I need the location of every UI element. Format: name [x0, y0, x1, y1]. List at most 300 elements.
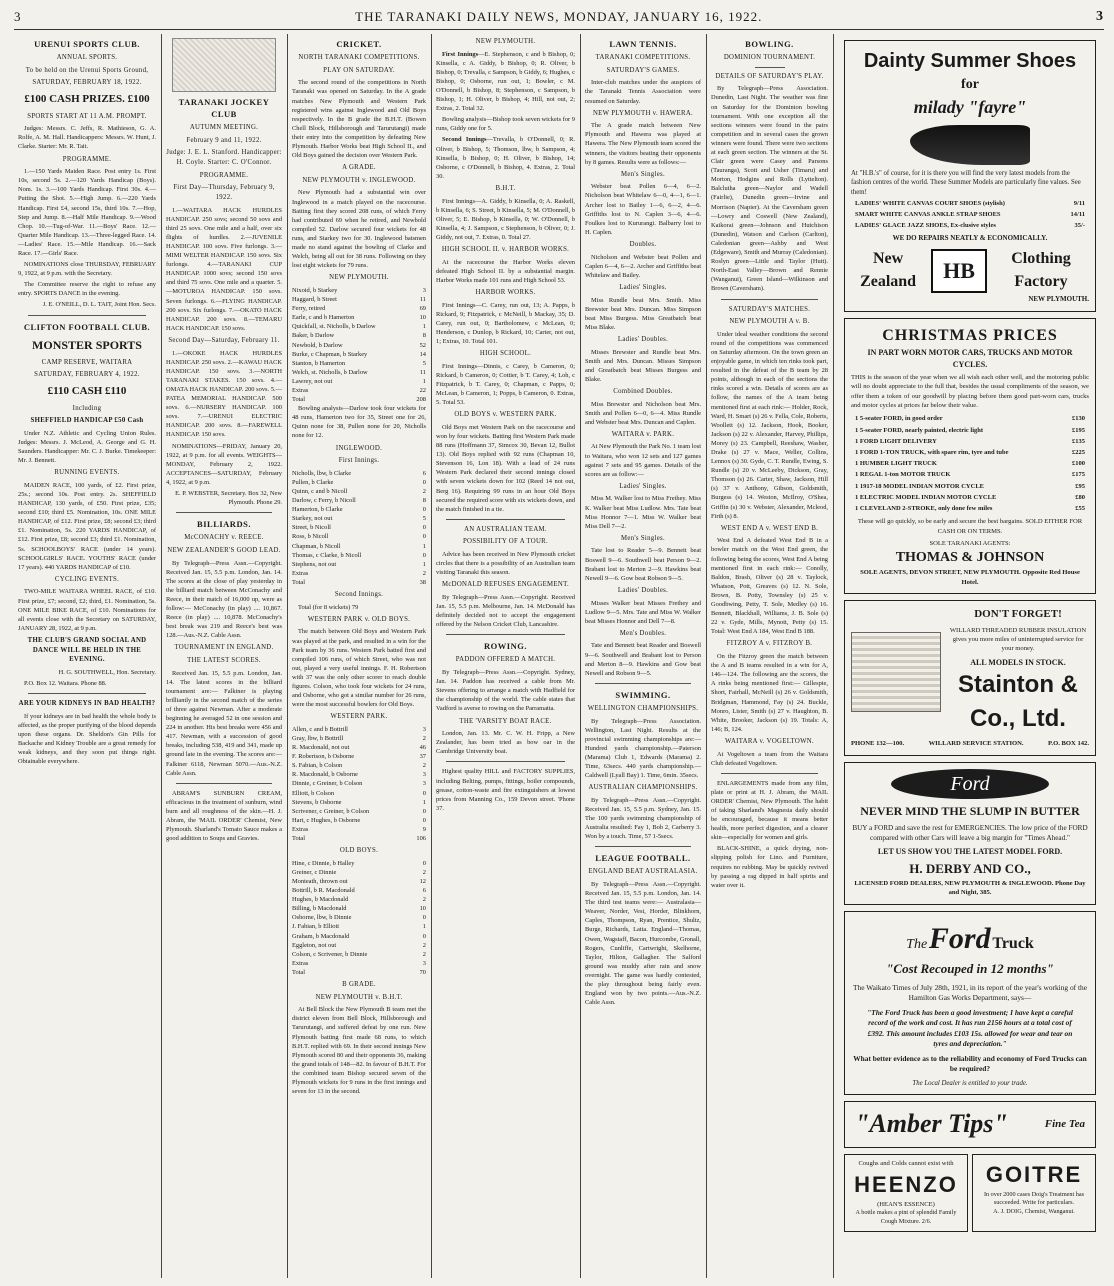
willard-models: ALL MODELS IN STOCK.	[970, 657, 1066, 667]
score-row-value: 2	[422, 941, 426, 949]
column-1	[14, 34, 160, 1278]
monster-date: SATURDAY, FEBRUARY 4, 1922.	[34, 371, 140, 379]
goitre-text: In over 2000 cases Doig's Treatment has succeeded. Write for particulars.	[983, 1190, 1085, 1207]
score-row	[292, 295, 426, 304]
hb-logo: HB	[931, 249, 987, 292]
score-row-value: 0	[422, 789, 426, 797]
vehicle-price-row-label: 1 5-seater FORD, nearly painted, electric light	[855, 426, 984, 434]
score-row	[292, 789, 426, 798]
willard-title: DON'T FORGET!	[974, 608, 1062, 621]
event-results: Miss Brewster and Nicholson beat Mrs. Smith and Pollen 6—0, 6—4. Miss Rundle and Webster beat Mrs. Duncan and Caplen.	[585, 400, 701, 426]
latest-scores-heading: THE LATEST SCORES.	[187, 656, 261, 664]
event-heading: Ladies' Singles.	[619, 482, 667, 490]
shoe-price-list	[851, 198, 1089, 232]
score-row	[292, 798, 426, 807]
score-row-value: 38	[419, 578, 426, 586]
urenui-judges: Judges: Messrs. C. Jeffs, R. Mathieson, G. A. Rolfe, A. M. Hall. Handicappers: Messrs. W. Hunt, J. Clarke. Starter: Mr. R. Tait.	[18, 125, 156, 151]
score-row	[292, 551, 426, 560]
score-row-label: Elliott, b Colson	[292, 789, 335, 797]
score-row-value: 2	[422, 896, 426, 904]
score-row	[292, 386, 426, 395]
score-row	[292, 868, 426, 877]
score-row-label: Hart, c Hughes, b Osborne	[292, 816, 361, 824]
tennis-intro: Inter-club matches under the auspices of the Taranaki Tennis Association were resumed on Saturday.	[585, 79, 701, 105]
score-row	[292, 725, 426, 734]
paddon-text: By Telegraph—Press Assn.—Copyright. Sydney, Jan. 14. Paddon has received a cable from Mr. Stevens offering to arrange a match with Hadfield for the championship of the world. The cable states that Vadford is averse to rowing on the Parramatta.	[436, 669, 575, 713]
score-row-label: F. Robertson, b Osborne	[292, 753, 355, 761]
shoe-price-row	[851, 220, 1089, 231]
score-row	[292, 743, 426, 752]
event-results: Miss M. Walker lost to Miss Frethey. Miss K. Walker beat Miss Ludlow. Mrs. Tate beat Miss Honnor 7—1. Miss W. Walker beat Miss Dell 7—2.	[585, 495, 701, 530]
score-row-label: Total	[292, 968, 306, 976]
vehicle-price-row	[851, 492, 1089, 503]
b-grade-heading: B GRADE.	[342, 980, 376, 988]
willard-row	[851, 607, 1089, 736]
score-row-value: 2	[422, 488, 426, 496]
score-row	[292, 514, 426, 523]
score-row-label: Total	[292, 578, 306, 586]
match-heading: OLD BOYS v. WESTERN PARK.	[454, 411, 557, 419]
score-row-label: Street, b Nicoll	[292, 524, 331, 532]
innings-heading: Second Innings.	[334, 591, 384, 599]
swimming-heading: SWIMMING.	[615, 689, 671, 700]
scorecard	[292, 725, 426, 843]
score-row-label: Baker, b Darlow	[292, 332, 335, 340]
billiards-subheading-2: NEW ZEALANDER'S GOOD LEAD.	[167, 546, 281, 554]
score-row-value: 6	[422, 469, 426, 477]
event-heading: Ladies' Doubles.	[617, 335, 669, 343]
score-row-value: 5	[422, 359, 426, 367]
score-row-value: 106	[416, 835, 426, 843]
divider	[721, 299, 818, 300]
score-row	[292, 886, 426, 895]
score-row	[292, 752, 426, 761]
tennis-subheading: TARANAKI COMPETITIONS.	[595, 54, 691, 62]
supplies-ad: Highest quality HILL and FACTORY SUPPLIES, including Belting, pumps, fittings, boiler compounds, grease, cotton-waste and fire extinguishers at lowest prices from Manning Co., 159 Devon street. 'Phone 37.	[436, 768, 575, 812]
score-row-label: Darlow, c Ferry, b Nicoll	[292, 497, 356, 505]
kidneys-text: If your kidneys are in bad health the whole body is affected, as the proper purifying of the blood depends upon these organs. Dr. Sheldon's Gin Pills for Backache and Kidney Trouble are a great remedy for weak kidneys, and they soon put things right. Obtainable everywhere.	[18, 712, 156, 766]
event-heading: Combined Doubles.	[613, 387, 673, 395]
repairs-notice: WE DO REPAIRS NEATLY & ECONOMICALLY.	[892, 234, 1048, 243]
scorecard	[292, 286, 426, 404]
mcdonald-heading: McDONALD REFUSES ENGAGEMENT.	[441, 581, 570, 589]
match-report: West End A defeated West End B in a bowler match on the West End green, the following being the scores, West End A being mentioned first in each rink:— Conolly, Baldon, Brash, Oliver (s) 28 v. Taylock, Whatson, Pott, Greaves (s) 12. N. Sole, Brown, B. Potty, Townsley (s) 25 v. Goodbwing, Petty, T. Sole, Medley (s) 16. Bennett, Blackhall, Williams, J. B. Sole (s) 22 v. Gyde, Mills, Mynott, Petty (s) 15. Total: West End A 184, West End B 188.	[711, 537, 828, 636]
score-row	[292, 877, 426, 886]
christmas-prices-advertisement	[844, 318, 1096, 595]
cricket-heading: CRICKET.	[336, 39, 382, 49]
vehicle-price-row-value: £195	[1072, 426, 1085, 434]
vehicle-price-row-value: £130	[1072, 415, 1085, 423]
tennis-heading: LAWN TENNIS.	[609, 39, 677, 49]
score-row	[292, 341, 426, 350]
vehicle-price-row-label: 1 1917-18 MODEL INDIAN MOTOR CYCLE	[855, 482, 984, 490]
derby-name: H. DERBY AND CO.,	[909, 861, 1031, 877]
divider	[446, 634, 565, 635]
divider	[721, 773, 818, 774]
shoes-ad-for: for	[961, 77, 979, 93]
shoe-price-row-label: LADIES' GLACE JAZZ SHOES, Ex-clusive styles	[855, 222, 996, 230]
score-row	[292, 359, 426, 368]
urenui-heading: URENUI SPORTS CLUB.	[34, 39, 140, 49]
paddon-heading: PADDON OFFERED A MATCH.	[455, 656, 556, 664]
amber-tips-side: Fine Tea	[1044, 1118, 1085, 1131]
christmas-footer: These will go quickly, so be early and secure the best bargains. SOLD EITHER FOR CASH OR ON TERMS.	[857, 518, 1083, 535]
score-row-value: 69	[419, 305, 426, 313]
team-heading: HARBOR WORKS.	[475, 288, 536, 296]
score-row	[292, 560, 426, 569]
match-report: The A grade match between New Plymouth and Hawera was played at Hawera. The New Plymouth team scored the winners, the visitors beating their opponents by 8 games. Results were as follows:—	[585, 122, 701, 166]
heenzo-advertisement	[844, 1154, 968, 1232]
score-row	[292, 825, 426, 834]
amber-tips-title: "Amber Tips"	[855, 1109, 1008, 1139]
score-row-label: Nixoid, b Starkey	[292, 286, 338, 294]
vehicle-price-row-value: £135	[1072, 437, 1085, 445]
score-row-label: Greiner, c Dinnie	[292, 868, 337, 876]
score-row-label: Chapman, b Nicoll	[292, 542, 341, 550]
urenui-prize: £100 CASH PRIZES. £100	[24, 92, 150, 105]
score-row-label: J. Fabian, b Elliott	[292, 923, 340, 931]
score-row-value: 70	[419, 968, 426, 976]
score-row-value: 8	[422, 332, 426, 340]
league-football-heading: LEAGUE FOOTBALL.	[595, 853, 691, 864]
vehicle-price-row-label: 1 ELECTRIC MODEL INDIAN MOTOR CYCLE	[855, 493, 997, 501]
hb-new-plymouth: NEW PLYMOUTH.	[1028, 294, 1089, 303]
score-row-value: 2	[422, 868, 426, 876]
event-heading: Men's Singles.	[621, 534, 665, 542]
score-row-label: Starkey, not out	[292, 515, 333, 523]
vehicle-price-row-value: £55	[1075, 505, 1085, 513]
score-row-label: Ferry, retired	[292, 305, 326, 313]
team-heading: WESTERN PARK.	[330, 713, 388, 721]
event-results: Nicholson and Webster beat Pollen and Caplen 6—4, 6—2. Archer and Griffiths beat Whitelaw and Bailey.	[585, 253, 701, 279]
score-row-value: 0	[422, 551, 426, 559]
black-shine-ad: BLACK-SHINE, a quick drying, non-slipping polish for Lino. and Furniture, requires no rubbing. May be quickly revived by passing a rag dipped in half spirits and water over it.	[711, 845, 828, 889]
score-row-value: 5	[422, 515, 426, 523]
score-row	[292, 350, 426, 359]
masthead-left: 3	[14, 8, 22, 24]
score-row	[292, 770, 426, 779]
score-row-value: 1	[422, 923, 426, 931]
tennis-subheading-2: SATURDAY'S GAMES.	[606, 66, 680, 74]
score-row	[292, 834, 426, 843]
slump-show: LET US SHOW YOU THE LATEST MODEL FORD.	[877, 847, 1063, 857]
match-heading: NEW PLYMOUTH v. HAWERA.	[592, 109, 694, 117]
score-row-label: Hamerton, b Clarke	[292, 506, 343, 514]
enlargements-ad: ENLARGEMENTS made from any film, plate or print at H. J. Abram, the 'MAIL ORDER' Chemist, New Plymouth. The habit of taking Sharland's Magnesia daily should be encouraged, because it means better health, more perfect digestion, and a clearer skin—especially for women and girls.	[711, 779, 828, 842]
kidneys-heading: ARE YOUR KIDNEYS IN BAD HEALTH?	[18, 700, 156, 707]
bottom-ads	[844, 1154, 1096, 1232]
heenzo-text: Coughs and Colds cannot exist with	[858, 1160, 954, 1168]
score-row-label: Earle, c and b Hamerton	[292, 314, 355, 322]
score-row	[292, 913, 426, 922]
score-row-label: Extras	[292, 825, 309, 833]
vehicle-price-row-label: 1 FORD 1-TON TRUCK, with spare rim, tyre and tube	[855, 449, 1009, 457]
score-row-label: Total	[292, 396, 306, 404]
autumn-meeting: AUTUMN MEETING.	[189, 124, 259, 132]
clifton-heading: CLIFTON FOOTBALL CLUB.	[23, 321, 151, 332]
score-row	[292, 950, 426, 959]
score-row	[292, 322, 426, 331]
match-heading: FITZROY A v. FITZROY B.	[726, 640, 813, 648]
event-heading: Men's Doubles.	[619, 629, 667, 637]
urenui-date: SATURDAY, FEBRUARY 18, 1922.	[32, 79, 142, 87]
score-row-value: 1	[422, 560, 426, 568]
monster-prizes: £110 CASH £110	[47, 384, 127, 397]
vehicle-price-row	[851, 413, 1089, 424]
vehicle-price-row	[851, 436, 1089, 447]
score-row-value: 0	[422, 524, 426, 532]
score-row	[292, 922, 426, 931]
monster-venue: CAMP RESERVE, WAITARA	[41, 358, 133, 366]
score-row-value: 0	[422, 478, 426, 486]
score-row-value: 2	[422, 735, 426, 742]
willard-phone: PHONE 132—100.	[851, 740, 905, 748]
willard-station: WILLARD SERVICE STATION.	[928, 740, 1024, 748]
shoe-price-row-label: LADIES' WHITE CANVAS COURT SHOES (stylish)	[855, 199, 1005, 207]
billiards-text: By Telegraph—Press Assn.—Copyright. Received Jan. 15, 5.5 p.m. London, Jan. 14. The scores at the close of play yesterday in the billiard match between McConachy and Reece, in their match of 16,000 up, were as follow:— McConachy (in play) .... 10,867. Reece (in play) .... 10,878. McConachy's best break was 219 and Reece's best was 128.—Aus.-N.Z. Cable Assn.	[166, 559, 282, 640]
divider	[755, 67, 785, 68]
score-row-value: 2	[422, 569, 426, 577]
score-row-value: 0	[422, 506, 426, 514]
score-row	[292, 368, 426, 377]
goitre-name: GOITRE	[985, 1162, 1083, 1188]
heenzo-footer: A bottle makes a pint of splendid Family Cough Mixture. 2/6.	[855, 1209, 957, 1226]
battery-illustration	[851, 632, 941, 712]
urenui-dance: The Committee reserve the right to refuse any entry. SPORTS DANCE in the evening.	[18, 281, 156, 298]
shoe-price-row-value: 35/-	[1074, 222, 1085, 230]
shoes-ad-text: At "H.B.'s" of course, for it is there you will find the very latest models from the fashion centres of the world. These Summer Models are particularly fine values. See them!	[851, 169, 1081, 197]
score-row-label: Quickfall, st. Nicholls, b Darlow	[292, 323, 376, 331]
score-row-value: 8	[422, 497, 426, 505]
heenzo-name: HEENZO	[854, 1171, 958, 1197]
score-row-label: Allen, c and b Bottrill	[292, 725, 348, 733]
score-row	[292, 578, 426, 587]
urenui-subheading: ANNUAL SPORTS.	[56, 54, 118, 62]
score-row-label: Thomas, c Clarke, b Nicoll	[292, 551, 362, 559]
score-row	[292, 377, 426, 386]
score-row-value: 3	[422, 725, 426, 733]
innings-text	[436, 50, 575, 114]
score-row	[292, 941, 426, 950]
shoe-price-row-value: 14/11	[1070, 210, 1085, 218]
ford-truck-quote: "The Ford Truck has been a good investment; I have kept a careful record of the work and cost. It has run 2156 hours at a total cost of £392. This amount includes £103 15s. allowed for wear and tear on tyres and depreciation."	[867, 1007, 1073, 1049]
event-heading: Doubles.	[629, 240, 657, 248]
score-row	[292, 542, 426, 551]
score-row	[292, 487, 426, 496]
billiards-subheading: McCONACHY v. REECE.	[184, 534, 264, 542]
innings-total: Total (for 8 wickets) 79	[298, 603, 359, 611]
stainton-logo: Stainton & Co., Ltd.	[958, 671, 1078, 733]
column-3	[288, 34, 430, 1278]
vehicle-price-row	[851, 447, 1089, 458]
team-heading: B.H.T.	[495, 184, 516, 192]
score-row	[292, 286, 426, 295]
running-events-heading: RUNNING EVENTS.	[54, 469, 120, 477]
score-row-value: 37	[419, 753, 426, 761]
match-heading: WAITARA v. PARK.	[611, 430, 675, 438]
column-2	[162, 34, 286, 1278]
event-results: Misses Walker beat Misses Frethey and Ludlow 9—5. Mrs. Tate and Miss W. Walker beat Misses Honnor and Dell 7—8.	[585, 599, 701, 625]
divider	[28, 693, 146, 694]
match-report: Old Boys met Western Park on the racecourse and won by four wickets. Batting first Western Park made 88 runs (Hoffmann 37, Simcox 30, Bevan 12, Bullot 13). Old Boys replied with 92 runs (Chapman 10, Stevenson 16, Lon 18). With a lead of 24 runs Western Park declared their second innings closed with seven wickets down for 102 (Reed 14 not out, Berg 16). Requiring 99 runs in an hour Old Boys secured the required score with six wickets down, and the match finished in a tie.	[436, 423, 575, 513]
innings-text	[436, 135, 575, 180]
score-row	[292, 469, 426, 478]
score-row-label: Total	[292, 835, 306, 843]
score-row-label: Scrivener, c Greiner, b Colson	[292, 807, 370, 815]
score-row	[292, 331, 426, 340]
score-row	[292, 895, 426, 904]
innings-text: First Innings—C. Carey, run out, 13; A. Papps, b Rickard, 9; Fitzpatrick, c McNeill, b Mackay, 35; D. Carey, run out, 0; Bartholomew, c McLean, 0; Henderson, c Dunlop, b Rickard, 10; Carter, not out, 1; Extras, 10. Total 101.	[436, 301, 575, 345]
score-row-label: Quinn, c and b Nicoll	[292, 488, 348, 496]
score-row	[292, 395, 426, 404]
match-report: New Plymouth had a substantial win over Inglewood in a match played on the racecourse. Batting first they scored 208 runs, of which Ferry had contributed 69 when he retired, and Newbold compiled 52. Darlow secured four wickets for 48 runs, and Starkey two for 30. Inglewood batsmen made no stand against the bowling of Clarke and Welch, being all out for 38 runs. Following on they lost eight wickets for 79 runs.	[292, 189, 426, 270]
score-row-label: Stanton, b Hamerton	[292, 359, 346, 367]
score-row-value: 2	[422, 762, 426, 770]
innings-body: —E. Stephenson, c and b Bishop, 0; Kinsella, c A. Giddy, b Bishop, 0; R. Oliver, b Bishop, 0; Trevalla, c Sampson, b Giddy, 6; Hughes, c Bishop, 0; Osborne, run out, 1; Bowler, c M. O'Donnell, b Bishop, 8; Stephenson, c Sampson, b Bishop, 1; H. Oliver, b Bishop, 4; Hill, not out, 2; Extras, 2. Total 32.	[436, 50, 575, 113]
score-row	[292, 523, 426, 532]
score-row-value: 12	[419, 877, 426, 885]
innings-label: First Innings	[442, 50, 479, 58]
score-row-value: 22	[419, 386, 426, 394]
match-heading: WAITARA v. VOGELTOWN.	[724, 737, 814, 745]
ford-truck-truck: Truck	[992, 934, 1034, 952]
score-row	[292, 496, 426, 505]
score-row-label: Osborne, lbw, b Dinnie	[292, 914, 352, 922]
christmas-text: THIS is the season of the year when we all wish each other well, and the motoring public will no doubt appreciate to the full that, besides the usual compliments of the season, we offer them a token of our goodwill by placing before them good part-worn cars, trucks and motor cycles at prices far below their value.	[851, 373, 1089, 410]
team-heading: INGLEWOOD.	[335, 444, 383, 452]
score-row	[292, 304, 426, 313]
ford-logo: Ford	[891, 769, 1049, 799]
christmas-agents: SOLE TARANAKI AGENTS:	[929, 540, 1011, 548]
jockey-secretary: E. P. WEBSTER, Secretary. Box 32, New Plymouth. Phone 29.	[175, 489, 282, 507]
score-row-value: 0	[422, 914, 426, 922]
score-row-value: 10	[419, 314, 426, 322]
score-row-label: Billing, b Macdonald	[292, 905, 347, 913]
vehicle-price-row-value: £225	[1072, 449, 1085, 457]
score-row	[292, 968, 426, 977]
ford-truck-title	[851, 918, 1089, 961]
match-heading: NEW PLYMOUTH v. B.H.T.	[315, 993, 403, 1001]
score-row-label: Dinnie, c Greiner, b Colson	[292, 780, 363, 788]
clifton-pobox: P.O. Box 12. Waitara. Phone 88.	[24, 679, 107, 687]
varsity-heading: THE 'VARSITY BOAT RACE.	[459, 717, 552, 725]
divider	[595, 846, 691, 847]
shoe-price-row-value: 9/11	[1073, 199, 1085, 207]
urenui-nominations: NOMINATIONS close THURSDAY, FEBRUARY 9, 1922, at 9 p.m. with the Secretary.	[18, 261, 156, 278]
score-row-value: 2	[422, 950, 426, 958]
score-row	[292, 932, 426, 941]
event-results: Miss Rundle beat Mrs. Smith. Miss Brewster beat Mrs. Duncan. Miss Simpson beat Miss Burgess. Miss Greatbatch beat Miss Blake.	[585, 296, 701, 331]
score-row	[292, 505, 426, 514]
score-row	[292, 532, 426, 541]
score-row-value: 0	[422, 859, 426, 867]
score-row-value: 3	[422, 771, 426, 779]
score-row-label: S. Fabian, b Colson	[292, 762, 343, 770]
score-row-label: Colson, c Scrivener, b Dinnie	[292, 950, 368, 958]
score-row-value: 1	[422, 798, 426, 806]
score-row-label: R. Macdonald, not out	[292, 744, 350, 752]
hb-logo-row	[851, 247, 1089, 294]
page-number: 3	[1096, 8, 1104, 24]
scorecard	[292, 469, 426, 587]
australian-team-heading: AN AUSTRALIAN TEAM.	[464, 525, 547, 533]
second-day-races: 1.—OKOKE HACK HURDLES HANDICAP. 250 sovs. 2.—KAWAU HACK HANDICAP. 150 sovs. 3.—NORTH TARANAKI STAKES. 150 sovs. 4.—OMATA HACK HANDICAP. 200 sovs. 5.—PATEA MEMORIAL HANDICAP. 500 sovs. 6.—NURSERY HANDICAP. 100 sovs. 7.—URENUI ELECTRIC HANDICAP. 200 sovs. 8.—FAREWELL HANDICAP. 150 sovs.	[166, 349, 282, 439]
club-dance: THE CLUB'S GRAND SOCIAL AND DANCE WILL BE HELD IN THE EVENING.	[27, 636, 147, 664]
australian-championships-text: By Telegraph—Press Assn.—Copyright. Received Jan. 15, 5.5 p.m. Sydney, Jan. 15. The 100 yards swimming championship of Australia resulted: Fay 1, Bob 2, Carberry 3. Won by a touch. Time, 57 1-5secs.	[585, 796, 701, 841]
australian-championships-heading: AUSTRALIAN CHAMPIONSHIPS.	[588, 784, 698, 792]
score-row-value: 9	[422, 825, 426, 833]
league-football-subheading: ENGLAND BEAT AUSTRALASIA.	[588, 868, 698, 876]
christmas-subtitle: IN PART WORN MOTOR CARS, TRUCKS AND MOTOR CYCLES.	[867, 348, 1073, 369]
score-row-label: Nicholls, lbw, b Clarke	[292, 469, 352, 477]
cricket-subheading-2: PLAY ON SATURDAY.	[323, 66, 395, 74]
vehicle-price-row-value: £175	[1072, 471, 1085, 479]
australian-team-subheading: POSSIBILITY OF A TOUR.	[462, 538, 549, 546]
hb-new-zealand: New Zealand	[860, 250, 917, 290]
shoes-advertisement	[844, 40, 1096, 312]
thomas-johnson-address: SOLE AGENTS, DEVON STREET, NEW PLYMOUTH. Opposite Red House Hotel.	[860, 569, 1080, 586]
score-row-label: Extras	[292, 569, 309, 577]
vehicle-price-row-value: £95	[1075, 482, 1085, 490]
willard-advertisement	[844, 600, 1096, 756]
sheffield-handicap: SHEFFIELD HANDICAP £50 Cash	[30, 417, 144, 425]
event-results: Tate lost to Reader 5—9. Bennett beat Boswell 9—6. Southwell beat Person 9—2. Brabant lost to Merton 2—9. Hawkins beat Newell 9—6. Gow beat Robson 9—5.	[585, 547, 701, 582]
team-heading: OLD BOYS.	[339, 847, 379, 855]
vehicle-price-row-label: 1 FORD LIGHT DELIVERY	[855, 437, 937, 445]
match-report: The match between Old Boys and Western Park was played at the park, and resulted in a win for the Park team by 36 runs. Western Park batted first and compiled 106 runs, of which Street, who was not out, played a very useful innings. F. H. Robertson with 37 was the only other scorer to reach double figures. Colson, who took four wickets for 24 runs, and Osborne, who got a similar number for 26 runs, were the most successful bowlers for Old Boys.	[292, 628, 426, 709]
match-report: Under ideal weather conditions the second round of the competitions was commenced on Saturday afternoon. On the town green an enjoyable game, in which ten rinks took part, resulted in the defeat of the B team by 28 points, although in each of the sections the rinks scored a win. Details of scores are as follow, the names of the A team being mentioned first at each rink:— Holder, Rock, Ward, H. Smart (s) 26 v. Fella, Cole, Roberts, Woollett (s) 12. Jackson, Hook, Booker, Jackson (s) 22 v. Alexander, Harvey, Phillips, Morey (s) 23. Campbell, Reeshaw, Washer, Drake (s) 27 v. Mace, Weller, Collins, Lennox (s) 30. Gyde, C. T. Rundle, Ewing, S. Rundle (s) 20 v. McLeeby, Dickson, Gray, Thomson (s) 26. Carter, Shaw, Jackson, Hill (s) 37 v. Anthony, Gibson, Goldsmith, Burgess (s) 14. Weston, McIlroy, O'Shea, Griffin (s) 30 v. Webster, Alexander, Mcleod, Firth (s) 8.	[711, 330, 828, 520]
score-row-label: Graham, b Macdonald	[292, 932, 350, 940]
monster-sports-heading: MONSTER SPORTS	[32, 337, 142, 352]
ads-column	[834, 34, 1106, 1278]
score-row-label: Extras	[292, 959, 309, 967]
match-report: On the Fitzroy green the match between the A and B teams resulted in a win for A, 146—124. The following are the scores, the A rinks being mentioned first:— Gillespie, Short, Fairhall, McNeill (s) 26 v. Goldsmith, Bridgman, Hammond, Fay (s) 24. Buckle, Monro, Lister, Smith (s) 27 v. Haughton, B. White, Brooker, Jackson (s) 19. Totals: A, 146; B, 124.	[711, 653, 828, 733]
team-heading: HIGH SCHOOL.	[479, 350, 532, 358]
urenui-programme-heading: PROGRAMME.	[62, 155, 112, 163]
cricket-subheading: NORTH TARANAKI COMPETITIONS.	[298, 54, 420, 62]
shoe-illustration	[910, 125, 1030, 165]
score-row-value: 0	[422, 807, 426, 815]
score-row-label: Haggard, b Street	[292, 296, 337, 304]
vehicle-price-row-label: 1 CLEVELAND 2-STROKE, only done few miles	[855, 505, 993, 513]
divider	[595, 683, 691, 684]
willard-footer	[851, 739, 1089, 748]
second-day: Second Day—Saturday, February 11.	[168, 336, 280, 344]
goitre-advertisement	[972, 1154, 1096, 1232]
score-row	[292, 904, 426, 913]
score-row-value: 6	[422, 887, 426, 895]
divider	[446, 761, 565, 762]
goitre-footer: A. J. DOIG, Chemist, Wanganui.	[993, 1208, 1075, 1216]
innings-text: First Innings—A. Giddy, b Kinsella, 0; A. Raskell, b Kinsella, 6; S. Street, b Kinsella, 5; M. O'Donnell, b Oliver, 5; E. Bishop, b Kinsella, 0; W. O'Donnell, b Kinsella, 4; J. Sampson, c Stephenson, b Oliver, 0; J. Giddy, not out, 7. Extras, 0. Total 27.	[436, 197, 575, 241]
meeting-dates: February 9 and 11, 1922.	[186, 136, 262, 144]
score-row-label: Gray, lbw, b Bottrill	[292, 735, 344, 742]
score-row-value: 0	[422, 816, 426, 824]
billiards-heading: BILLIARDS.	[197, 519, 251, 530]
swimming-subheading: WELLINGTON CHAMPIONSHIPS.	[587, 704, 699, 712]
monster-including: Including	[72, 404, 102, 412]
heenzo-sub: (HEAN'S ESSENCE)	[877, 1200, 935, 1208]
bowling-heading: BOWLING.	[745, 39, 794, 49]
ford-derby-advertisement	[844, 762, 1096, 905]
match-report: At Vogeltown a team from the Waitara Club defeated Vogeltown.	[711, 750, 828, 767]
event-results: Webster beat Pollen 6—4, 6—2. Nicholson beat Whitelaw 6—0, 4—1, 6—1. Archer lost to Bailey 1—6, 6—2, 4—6. Griffiths lost to N. Caplen 3—6, 4—6. Foulkes lost to Kururangi. Balbarry lost to H. Caplen.	[585, 183, 701, 236]
score-row-label: R. Macdonald, b Osborne	[292, 771, 358, 779]
event-heading: Men's Singles.	[621, 170, 665, 178]
bowling-tournament-text: By Telegraph—Press Association. Dunedin, Last Night. The weather was fine on Saturday for the Dominion bowling tournament. With one exception all the sections winners were found in the pairs competition and in several cases the grown winners were found. There were two sections at each green section. The winners at the St. Clair green were Casey and Parsons (Tauranga), Scott and Usher (Timaru) and Morton, Hodgins and Rolls (Lyttelton). Balclutha green—Naylor and Wadell (Fairlie), Dunedin green—Irvine and Morrison (Napier). At the Caversham green—Lowry and Coswell (New Zealand), Kaikorai green—Johnson and Hutchison (Dunedin), Watson and Carlson (Carlton), Caledonian green—Ashby and West (Edgeware), Smith and Murray (Caledonian). Roslyn green—Little and Taylor (Hutt). North-East Valley—Brown and Rennie (Wanganui), Green Island—Wilkinson and Brown (Caversham).	[711, 85, 828, 293]
a-grade-heading: A GRADE.	[342, 164, 376, 172]
score-row-value: 208	[416, 396, 426, 404]
